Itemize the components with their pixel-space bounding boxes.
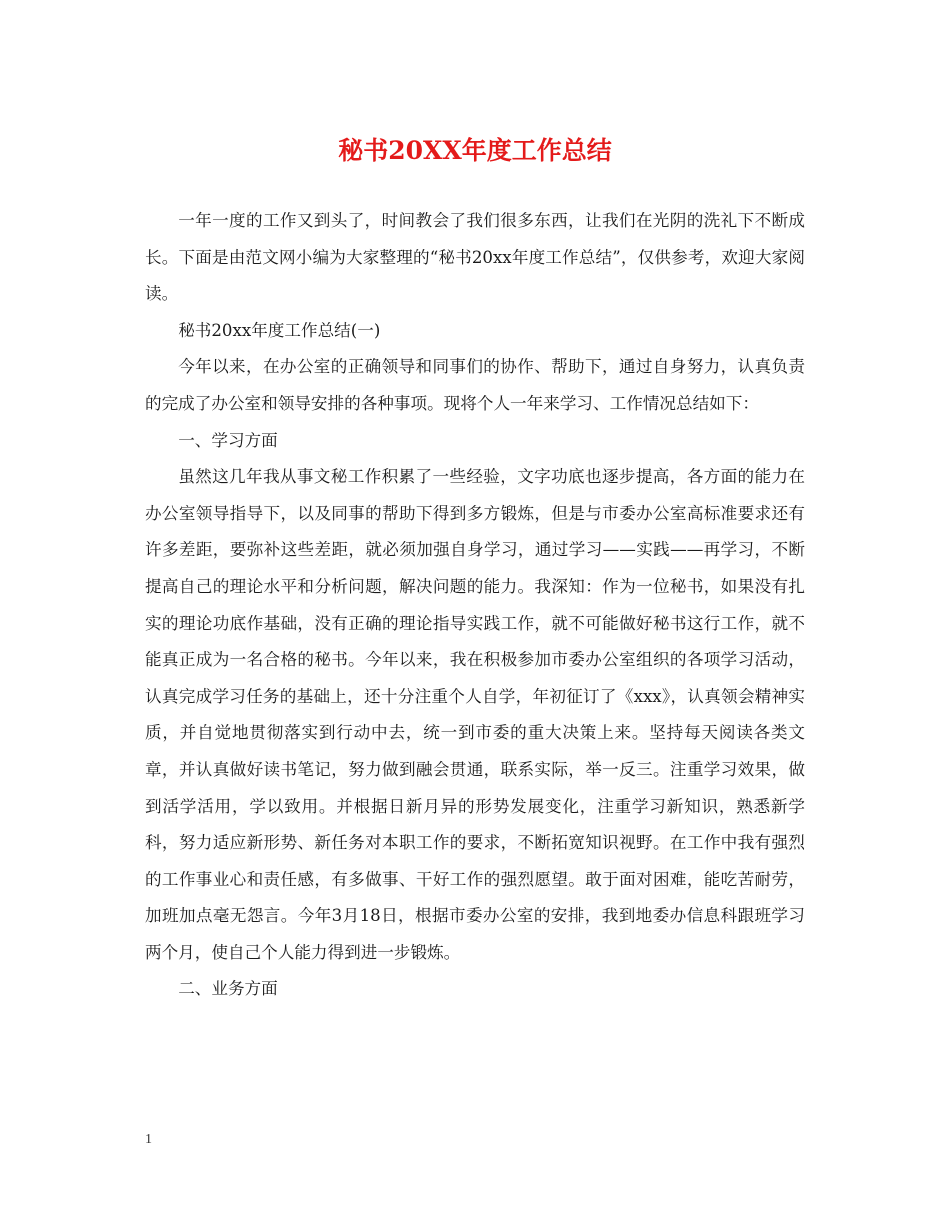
overview-paragraph: 今年以来，在办公室的正确领导和同事们的协作、帮助下，通过自身努力，认真负责的完成了办公室和领导安排的各种事项。现将个人一年来学习、工作情况总结如下：: [145, 357, 805, 413]
document-body: [145, 203, 805, 1008]
section-heading-part-one: 秘书20xx年度工作总结(一): [178, 320, 381, 340]
section-heading-study: 一、学习方面: [178, 430, 278, 450]
page-number: 1: [145, 1132, 152, 1147]
section-heading-business: 二、业务方面: [178, 979, 278, 999]
study-paragraph: 虽然这几年我从事文秘工作积累了一些经验，文字功底也逐步提高，各方面的能力在办公室领导指导下，以及同事的帮助下得到多方锻炼，但是与市委办公室高标准要求还有许多差距，要弥补这些差距，就必须加强自身学习，通过学习——实践——再学习，不断提高自己的理论水平和分析问题，解决问题的能力。我深知：作为一位秘书，如果没有扎实的理论功底作基础，没有正确的理论指导实践工作，就不可能做好秘书这行工作，就不能真正成为一名合格的秘书。今年以来，我在积极参加市委办公室组织的各项学习活动，认真完成学习任务的基础上，还十分注重个人自学，年初征订了《xxx》，认真领会精神实质，并自觉地贯彻落实到行动中去，统一到市委的重大决策上来。坚持每天阅读各类文章，并认真做好读书笔记，努力做到融会贯通，联系实际，举一反三。注重学习效果，做到活学活用，学以致用。并根据日新月异的形势发展变化，注重学习新知识，熟悉新学科，努力适应新形势、新任务对本职工作的要求，不断拓宽知识视野。在工作中我有强烈的工作事业心和责任感，有多做事、干好工作的强烈愿望。敢于面对困难，能吃苦耐劳，加班加点毫无怨言。今年3月18日，根据市委办公室的安排，我到地委办信息科跟班学习两个月，使自己个人能力得到进一步锻炼。: [145, 467, 805, 962]
document-title: 秘书20XX年度工作总结: [338, 136, 612, 165]
intro-paragraph: 一年一度的工作又到头了，时间教会了我们很多东西，让我们在光阴的洗礼下不断成长。下面是由范文网小编为大家整理的“秘书20xx年度工作总结”，仅供参考，欢迎大家阅读。: [145, 211, 805, 304]
